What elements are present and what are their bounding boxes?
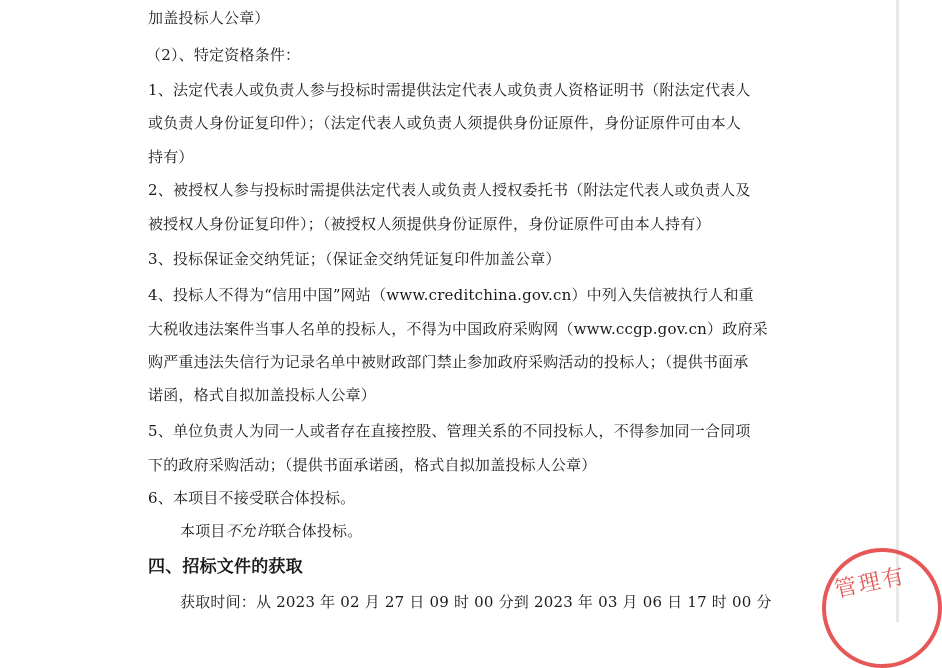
text-line: 诺函，格式自拟加盖投标人公章） <box>148 386 377 404</box>
page-edge <box>896 0 899 622</box>
consortium-emphasis: 不允许 <box>225 522 272 540</box>
official-seal-text: 管理有 <box>832 563 909 604</box>
consortium-note <box>180 522 362 540</box>
text-line: 3、投标保证金交纳凭证；（保证金交纳凭证复印件加盖公章） <box>148 250 561 268</box>
text-line: 5、单位负责人为同一人或者存在直接控股、管理关系的不同投标人，不得参加同一合同项 <box>148 422 751 440</box>
consortium-prefix: 本项目 <box>180 522 226 540</box>
text-line: 大税收违法案件当事人名单的投标人，不得为中国政府采购网（www.ccgp.gov.cn）政府采 <box>148 320 768 338</box>
acquisition-time: 获取时间：从 2023 年 02 月 27 日 09 时 00 分到 2023 年 03 月 06 日 17 时 00 分 <box>180 593 772 611</box>
consortium-suffix: 联合体投标。 <box>271 522 363 540</box>
subsection-heading: （2）、特定资格条件： <box>146 46 301 64</box>
text-line: 4、投标人不得为“信用中国”网站（www.creditchina.gov.cn）中列入失信被执行人和重 <box>148 286 754 304</box>
text-line: 6、本项目不接受联合体投标。 <box>148 489 356 507</box>
text-line: 2、被授权人参与投标时需提供法定代表人或负责人授权委托书（附法定代表人或负责人及 <box>148 181 751 199</box>
text-line: 下的政府采购活动；（提供书面承诺函，格式自拟加盖投标人公章） <box>148 456 597 474</box>
text-line: 加盖投标人公章） <box>148 9 270 27</box>
text-line: 被授权人身份证复印件）；（被授权人须提供身份证原件，身份证原件可由本人持有） <box>148 215 711 233</box>
section-heading: 四、招标文件的获取 <box>148 557 303 577</box>
text-line: 或负责人身份证复印件）；（法定代表人或负责人须提供身份证原件，身份证原件可由本人 <box>148 114 742 132</box>
text-line: 持有） <box>148 148 194 166</box>
text-line: 1、法定代表人或负责人参与投标时需提供法定代表人或负责人资格证明书（附法定代表人 <box>148 81 751 99</box>
text-line: 购严重违法失信行为记录名单中被财政部门禁止参加政府采购活动的投标人；（提供书面承 <box>148 353 749 371</box>
